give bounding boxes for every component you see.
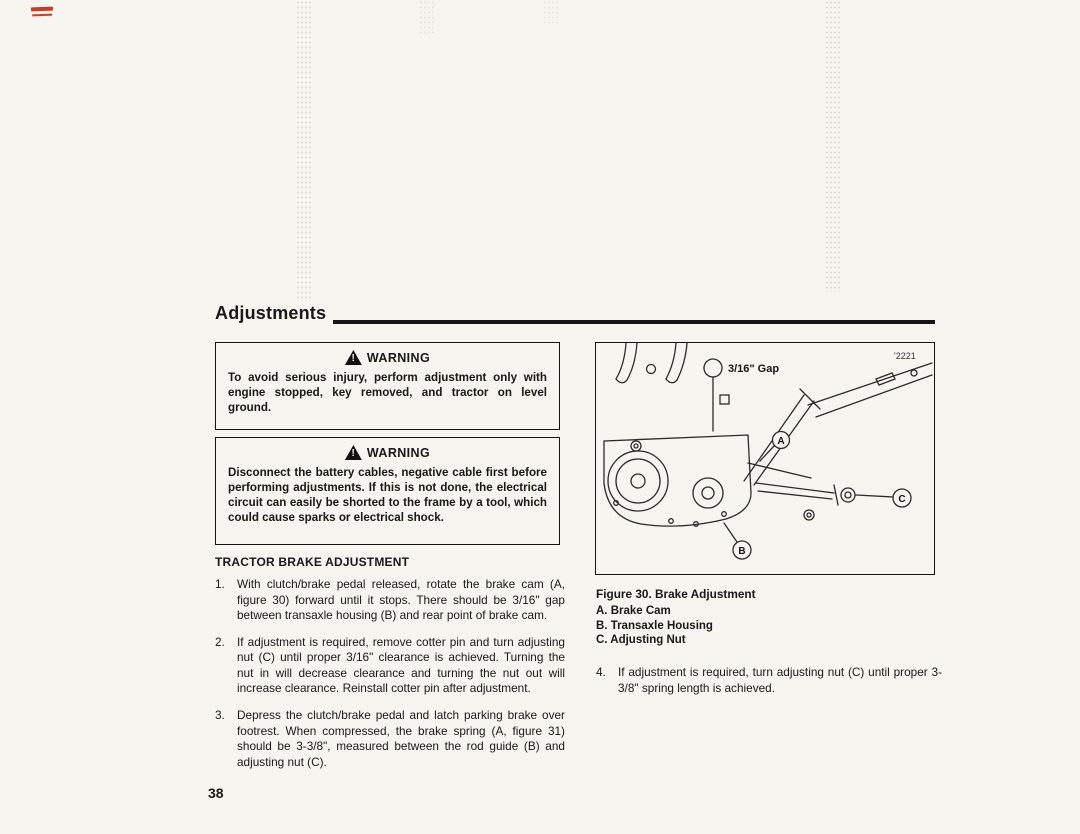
legend-item-c: C. Adjusting Nut [596,634,686,646]
steps-list [215,577,565,781]
callout-a: A [777,436,785,447]
step-number: 4. [596,665,606,679]
step-number: 2. [215,634,225,649]
scan-texture-strip [419,0,435,34]
warning-heading [228,350,547,365]
figure-legend [596,604,713,648]
callout-b: B [738,546,746,557]
warning-text: To avoid serious injury, perform adjustment only with engine stopped, key removed, and tractor on level ground. [228,371,547,415]
step-text: If adjustment is required, remove cotter pin and turn adjusting nut (C) until proper 3/16" clearance is achieved. Turning the nut in will decrease clearance and turning the nut out will increase clearance. Reinstall cotter pin after adjustment. [237,634,565,696]
warning-triangle-icon [345,445,362,460]
scan-red-mark [31,7,53,12]
photo-code: '2221 [894,351,916,361]
page-number: 38 [208,785,224,801]
step-text: If adjustment is required, turn adjusting nut (C) until proper 3-3/8" spring length is achieved. [618,665,942,695]
scan-texture-strip [543,0,559,26]
step-item-1 [215,577,565,624]
step-item-3 [215,708,565,770]
step-text: With clutch/brake pedal released, rotate the brake cam (A, figure 30) forward until it stops. There should be 3/16" gap between transaxle housing (B) and rear point of brake cam. [237,577,565,623]
step-text: Depress the clutch/brake pedal and latch parking brake over footrest. When compressed, the brake spring (A, figure 31) should be 3-3/8", measured between the rod guide (B) and adjusting nut (C). [237,707,565,769]
brake-adjustment-diagram [596,343,933,573]
step-number: 1. [215,577,225,591]
section-heading: TRACTOR BRAKE ADJUSTMENT [215,555,410,569]
warning-text: Disconnect the battery cables, negative cable first before performing adjustments. If this is not done, the electrical circuit can easily be shorted to the frame by a tool, which could cause sparks or electrical shock. [228,466,547,525]
legend-item-b: B. Transaxle Housing [596,619,713,632]
step-item-2 [215,635,565,697]
gap-label: 3/16" Gap [728,363,780,375]
scan-texture-strip [296,0,312,302]
warning-triangle-icon [345,350,362,365]
figure-caption: Figure 30. Brake Adjustment [596,587,756,601]
scan-texture-strip [825,0,841,292]
warning-heading-label: WARNING [366,445,431,460]
legend-item-a: A. Brake Cam [596,605,671,617]
warning-box-2 [215,437,560,545]
figure-box [595,342,935,575]
warning-heading-label: WARNING [366,350,431,365]
step-number: 3. [215,707,225,722]
callout-c: C [898,494,906,505]
title-rule [333,320,935,324]
step-item-4 [596,665,942,696]
warning-box-1 [215,342,560,430]
page-title: Adjustments [215,303,327,323]
warning-heading [228,445,547,460]
